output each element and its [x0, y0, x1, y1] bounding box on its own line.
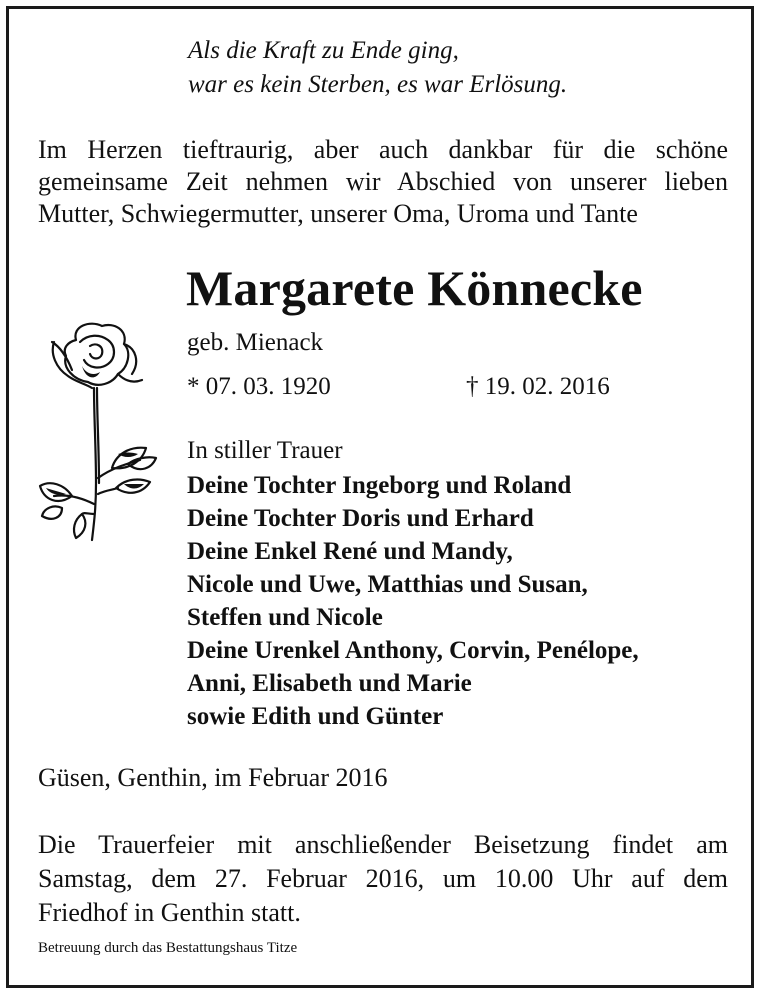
mourners-heading: In stiller Trauer	[187, 437, 343, 464]
motto-line-2: war es kein Sterben, es war Erlösung.	[188, 71, 568, 98]
mourner-line: Deine Urenkel Anthony, Corvin, Penélope,	[187, 637, 639, 664]
mourner-line: Deine Tochter Doris und Erhard	[187, 505, 534, 532]
motto-line-1: Als die Kraft zu Ende ging,	[188, 37, 459, 64]
mourner-line: Nicole und Uwe, Matthias und Susan,	[187, 571, 588, 598]
funeral-line-3: Friedhof in Genthin statt.	[38, 898, 301, 927]
place-date: Güsen, Genthin, im Februar 2016	[38, 763, 388, 792]
deceased-name: Margarete Könnecke	[186, 260, 643, 316]
mourner-line: Deine Tochter Ingeborg und Roland	[187, 472, 572, 499]
intro-line-2: gemeinsame Zeit nehmen wir Abschied von unserer lieben	[38, 167, 728, 196]
mourner-line: Deine Enkel René und Mandy,	[187, 538, 513, 565]
funeral-home-credit: Betreuung durch das Bestattungshaus Titze	[38, 940, 298, 956]
intro-line-1: Im Herzen tieftraurig, aber auch dankbar für die schöne	[38, 135, 728, 164]
intro-line-3: Mutter, Schwiegermutter, unserer Oma, Uroma und Tante	[38, 199, 638, 228]
rose-icon	[32, 318, 160, 546]
funeral-line-1: Die Trauerfeier mit anschließender Beisetzung findet am	[38, 830, 728, 859]
maiden-name: geb. Mienack	[187, 329, 324, 356]
death-date: † 19. 02. 2016	[466, 373, 610, 400]
mourner-line: Steffen und Nicole	[187, 604, 383, 631]
mourner-line: sowie Edith und Günter	[187, 703, 444, 730]
mourner-line: Anni, Elisabeth und Marie	[187, 670, 472, 697]
funeral-line-2: Samstag, dem 27. Februar 2016, um 10.00 Uhr auf dem	[38, 864, 728, 893]
birth-date: * 07. 03. 1920	[187, 373, 331, 400]
